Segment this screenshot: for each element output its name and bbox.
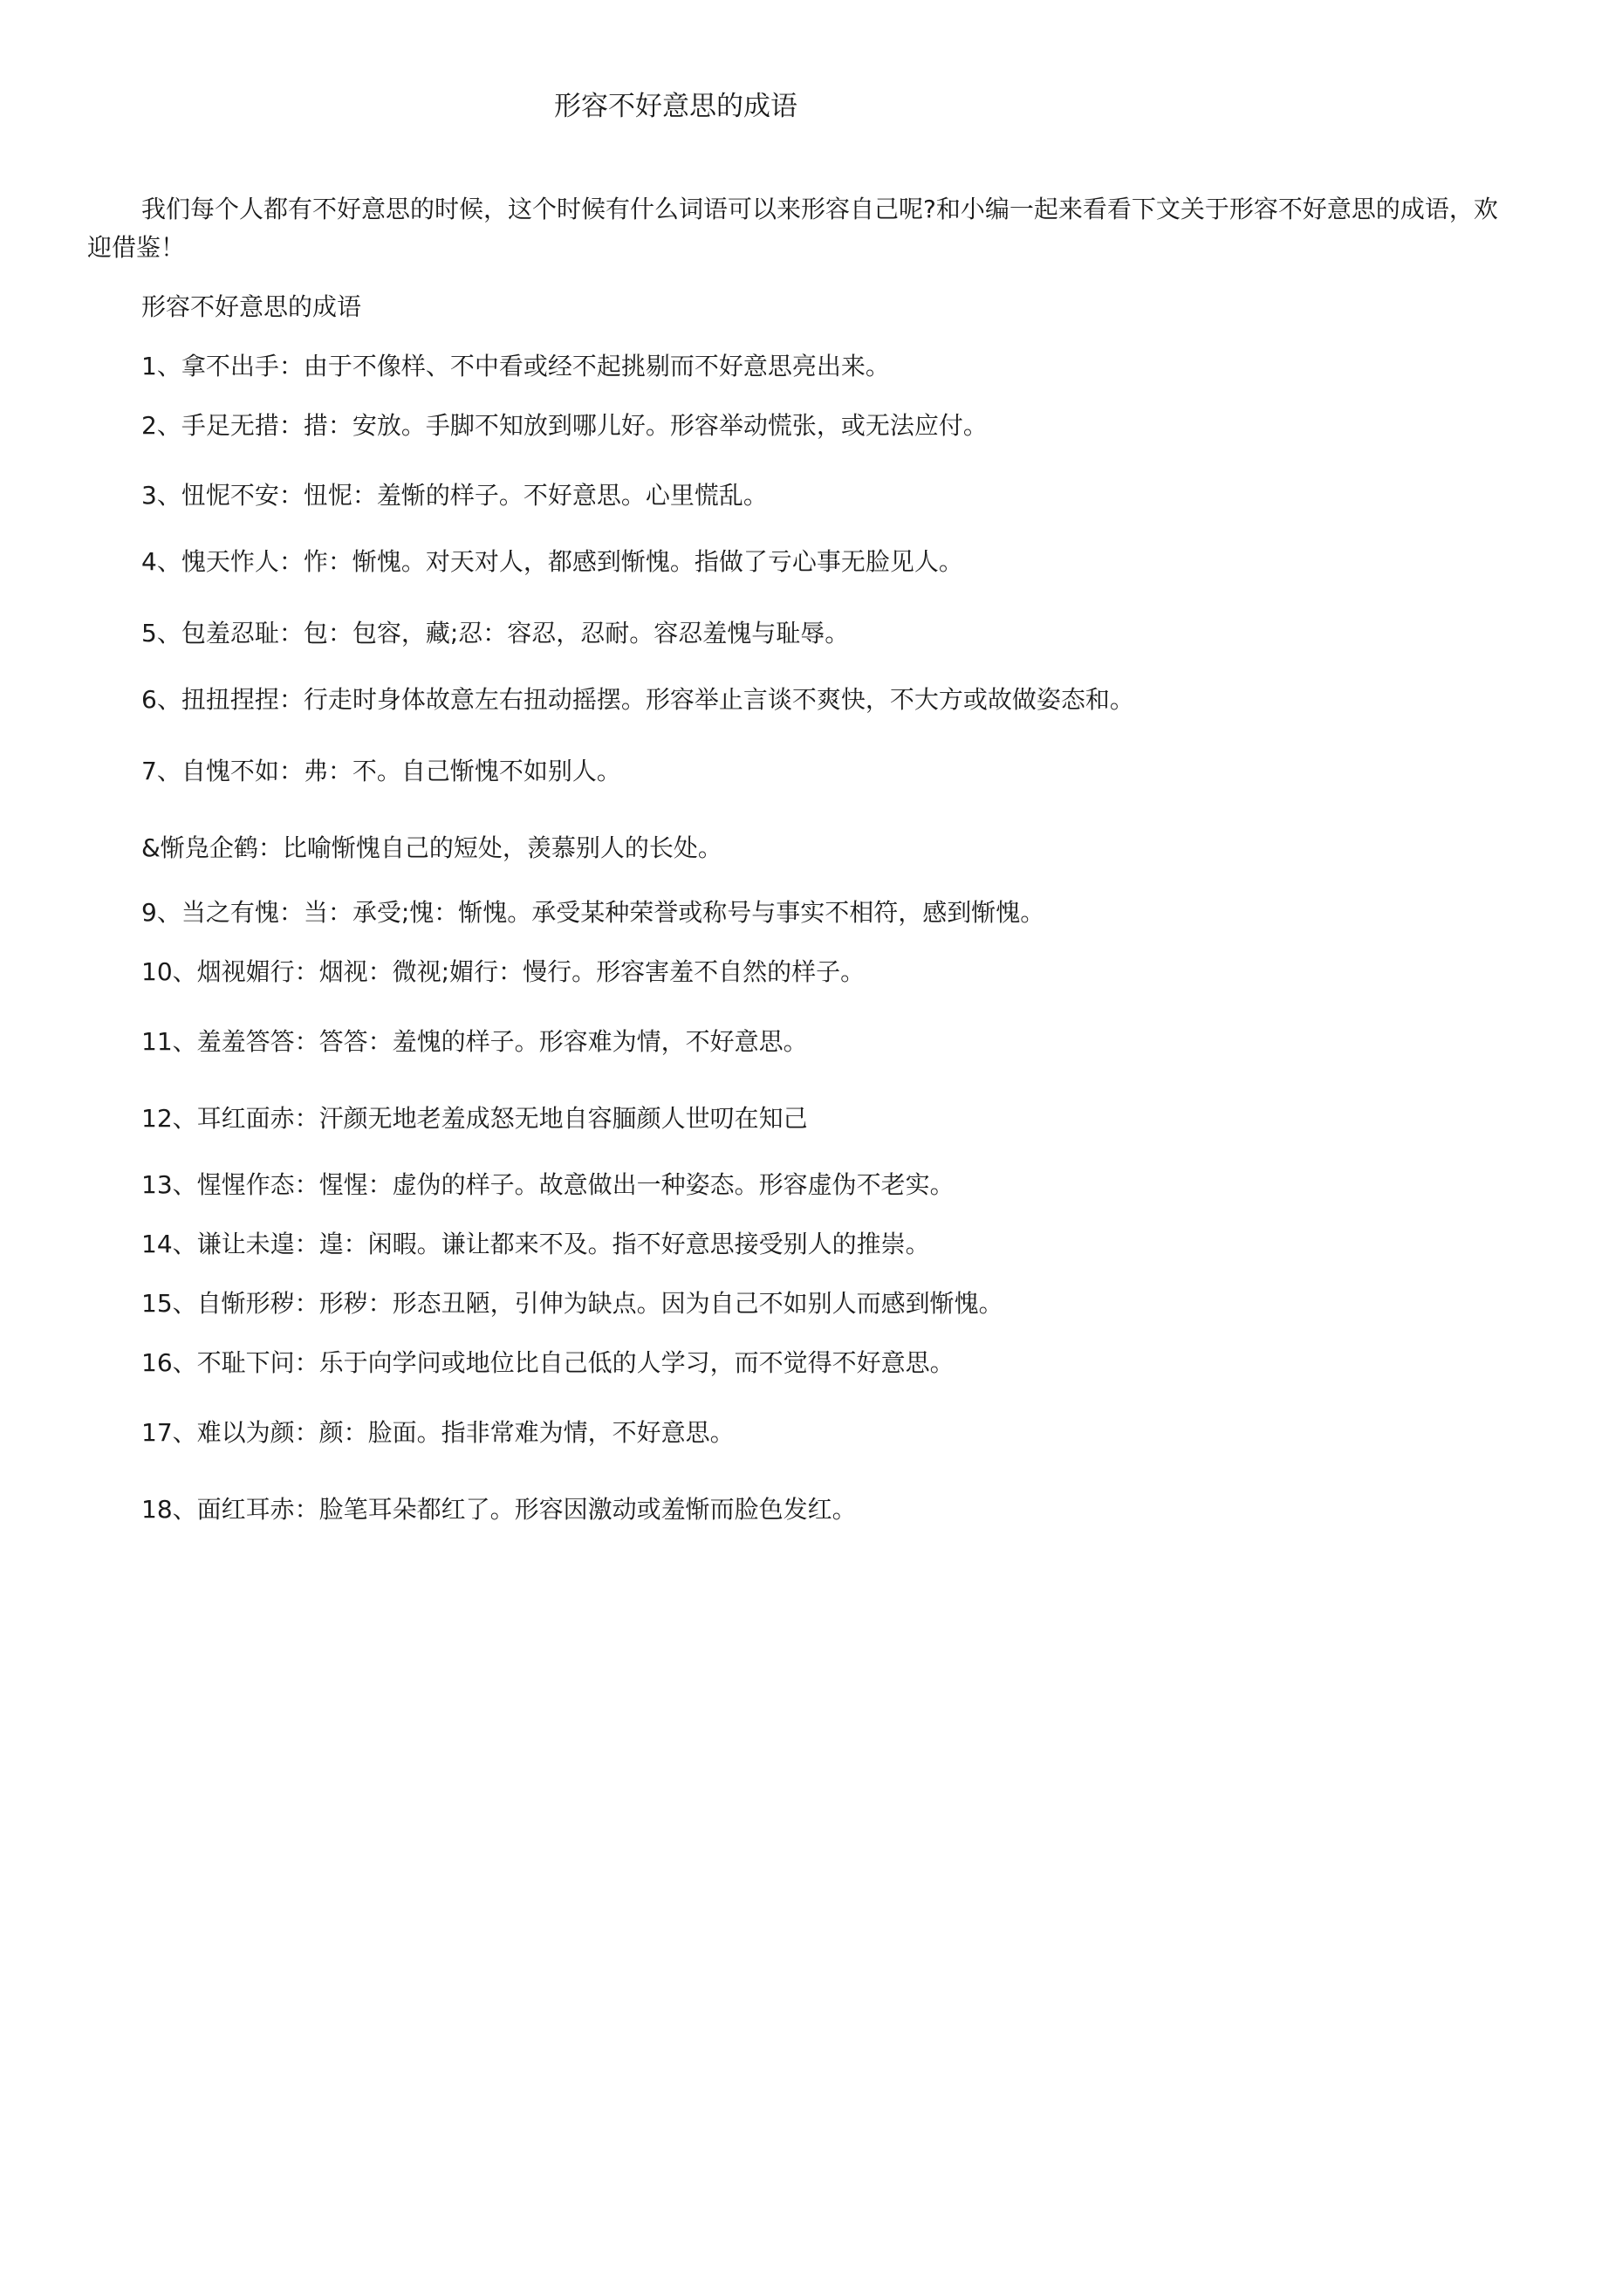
idiom-item-18: 18、面红耳赤：脸笔耳朵都红了。形容因激动或羞惭而脸色发红。 <box>141 1495 857 1524</box>
idiom-item-3: 3、忸怩不安：忸怩：羞惭的样子。不好意思。心里慌乱。 <box>141 481 768 510</box>
idiom-item-13: 13、惺惺作态：惺惺：虚伪的样子。故意做出一种姿态。形容虚伪不老实。 <box>141 1170 955 1199</box>
idiom-item-11: 11、羞羞答答：答答：羞愧的样子。形容难为情，不好意思。 <box>141 1027 808 1056</box>
idiom-item-16: 16、不耻下问：乐于向学问或地位比自己低的人学习，而不觉得不好意思。 <box>141 1348 955 1377</box>
idiom-item-10: 10、烟视媚行：烟视：微视;媚行：慢行。形容害羞不自然的样子。 <box>141 957 866 986</box>
idiom-item-17: 17、难以为颜：颜：脸面。指非常难为情，不好意思。 <box>141 1418 735 1447</box>
idiom-item-2: 2、手足无措：措：安放。手脚不知放到哪儿好。形容举动慌张，或无法应付。 <box>141 411 988 440</box>
intro-paragraph: 我们每个人都有不好意思的时候，这个时候有什么词语可以来形容自己呢?和小编一起来看看下文关于形容不好意思的成语，欢迎借鉴！ <box>87 195 1498 262</box>
section-heading: 形容不好意思的成语 <box>141 292 362 321</box>
idiom-item-7: 7、自愧不如：弗：不。自己惭愧不如别人。 <box>141 757 621 785</box>
idiom-item-14: 14、谦让未遑：遑：闲暇。谦让都来不及。指不好意思接受别人的推崇。 <box>141 1230 930 1258</box>
idiom-item-5: 5、包羞忍耻：包：包容，藏;忍：容忍，忍耐。容忍羞愧与耻辱。 <box>141 619 850 648</box>
idiom-item-4: 4、愧天怍人：怍：惭愧。对天对人，都感到惭愧。指做了亏心事无脸见人。 <box>141 547 963 576</box>
idiom-item-12: 12、耳红面赤：汗颜无地老羞成怒无地自容腼颜人世叨在知己 <box>141 1104 808 1133</box>
idiom-item-15: 15、自惭形秽：形秽：形态丑陋，引伸为缺点。因为自己不如别人而感到惭愧。 <box>141 1289 1003 1318</box>
document-title: 形容不好意思的成语 <box>554 91 797 122</box>
idiom-item-1: 1、拿不出手：由于不像样、不中看或经不起挑剔而不好意思亮出来。 <box>141 352 890 380</box>
idiom-item-9: 9、当之有愧：当：承受;愧：惭愧。承受某种荣誉或称号与事实不相符，感到惭愧。 <box>141 898 1045 927</box>
idiom-item-6: 6、扭扭捏捏：行走时身体故意左右扭动摇摆。形容举止言谈不爽快，不大方或故做姿态和。 <box>141 685 1134 714</box>
idiom-item-8: &惭凫企鹤：比喻惭愧自己的短处，羡慕别人的长处。 <box>141 833 722 862</box>
